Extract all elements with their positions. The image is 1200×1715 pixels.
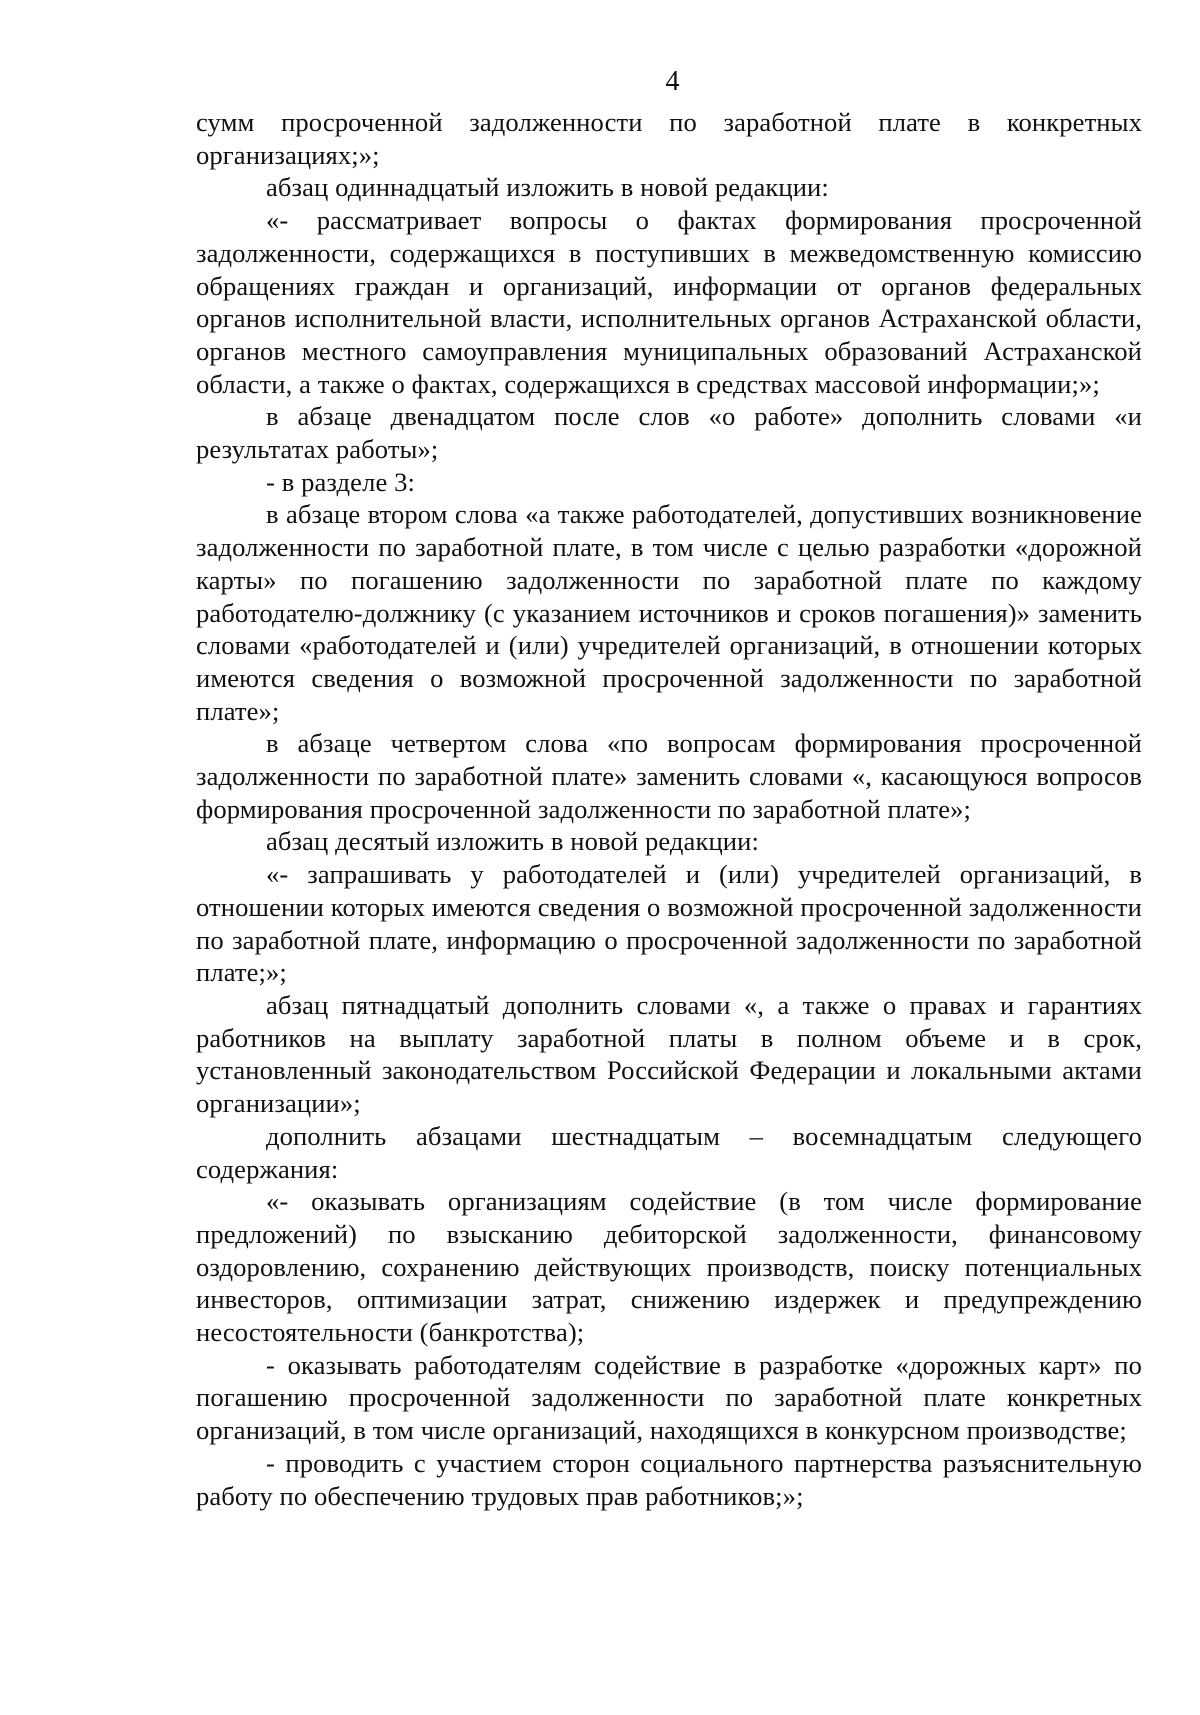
paragraph-quoted-request: «- запрашивать у работодателей и (или) учредителей организаций, в отношении которых имеются сведения о возможной просроченной задолженности по заработной плате, информацию о просроченной задолженности по заработной плате;»; xyxy=(196,859,1142,988)
paragraph-amendment-tenth: абзац десятый изложить в новой редакции: xyxy=(266,826,759,857)
paragraph-explanatory-work: - проводить с участием сторон социального партнерства разъяснительную работу по обеспечению трудовых прав работников;»; xyxy=(196,1447,1142,1511)
document-body xyxy=(196,106,1142,1512)
paragraph-amendment-fourth: в абзаце четвертом слова «по вопросам формирования просроченной задолженности по заработной плате» заменить словами «, касающуюся вопросов формирования просроченной задолженности по заработной плате»; xyxy=(196,728,1142,824)
paragraph-amendment-second: в абзаце втором слова «а также работодателей, допустивших возникновение задолженности по заработной плате, в том числе с целью разработки «дорожной карты» по погашению задолженности по заработной плате по каждому работодателю-должнику (с указанием источников и сроков погашения)» заменить словами «работодателей и (или) учредителей организаций, в отношении которых имеются сведения о возможной просроченной задолженности по заработной плате»; xyxy=(196,499,1142,726)
paragraph-amendment-fifteenth: абзац пятнадцатый дополнить словами «, а также о правах и гарантиях работников на выплату заработной платы в полном объеме и в срок, установленный законодательством Российской Федерации и локальными актами организации»; xyxy=(196,989,1142,1119)
paragraph-section-3: - в разделе 3: xyxy=(266,466,415,497)
paragraph-continuation: сумм просроченной задолженности по заработной плате в конкретных организациях;»; xyxy=(196,107,1142,170)
page-number: 4 xyxy=(665,66,680,97)
paragraph-amendment-eleventh: абзац одиннадцатый изложить в новой редакции: xyxy=(266,172,829,203)
paragraph-amendment-twelfth: в абзаце двенадцатом после слов «о работе» дополнить словами «и результатах работы»; xyxy=(196,401,1142,465)
paragraph-add-paragraphs: дополнить абзацами шестнадцатым – восемнадцатым следующего содержания: xyxy=(196,1120,1142,1184)
paragraph-roadmaps: - оказывать работодателям содействие в разработке «дорожных карт» по погашению просроченной задолженности по заработной плате конкретных организаций, в том числе организаций, находящихся в конкурсном производстве; xyxy=(196,1349,1142,1446)
paragraph-quoted-text: «- рассматривает вопросы о фактах формирования просроченной задолженности, содержащихся в поступивших в межведомственную комиссию обращениях граждан и организаций, информации от органов федеральных органов исполнительной власти, исполнительных органов Астраханской области, органов местного самоуправления муниципальных образований Астраханской области, а также о фактах, содержащихся в средствах массовой информации;»; xyxy=(196,205,1142,399)
paragraph-quoted-assistance: «- оказывать организациям содействие (в том числе формирование предложений) по взысканию дебиторской задолженности, финансовому оздоровлению, сохранению действующих производств, поиску потенциальных инвесторов, оптимизации затрат, снижению издержек и предупреждению несостоятельности (банкротства); xyxy=(196,1186,1142,1348)
